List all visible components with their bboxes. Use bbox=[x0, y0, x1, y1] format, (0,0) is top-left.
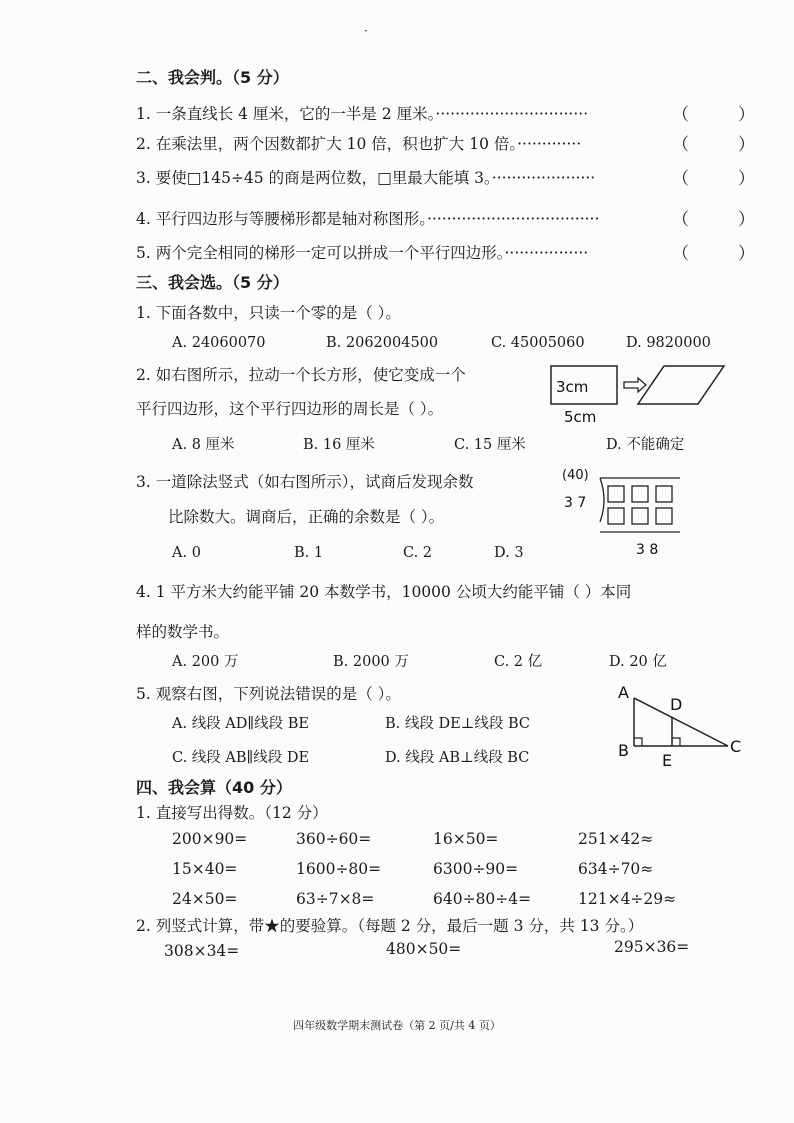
choice-q2-option-a: A. 8 厘米 bbox=[172, 437, 235, 453]
top-mark: · bbox=[364, 24, 368, 38]
division-result-label: 3 8 bbox=[636, 542, 659, 558]
arrow-right-icon bbox=[624, 378, 646, 392]
judge-item-2: 2. 在乘法里，两个因数都扩大 10 倍，积也扩大 10 倍。············· bbox=[136, 135, 582, 153]
judge-item-1: 1. 一条直线长 4 厘米，它的一半是 2 厘米。······························· bbox=[136, 105, 589, 123]
vertical-calc-item-2: 480×50= bbox=[386, 940, 462, 958]
answer-paren-close-5: ） bbox=[738, 244, 755, 264]
choice-q4-line2: 样的数学书。 bbox=[136, 623, 230, 641]
choice-q3-option-b: B. 1 bbox=[294, 545, 324, 561]
choice-q2-option-b: B. 16 厘米 bbox=[303, 437, 375, 453]
digit-box bbox=[632, 486, 648, 502]
choice-q4-option-d: D. 20 亿 bbox=[609, 654, 667, 670]
fig-bottom-label: 5cm bbox=[564, 408, 597, 426]
choice-q3-line1: 3. 一道除法竖式（如右图所示），试商后发现余数 bbox=[136, 473, 474, 491]
calc-item: 360÷60= bbox=[296, 830, 372, 848]
division-divisor-label: 3 7 bbox=[564, 495, 587, 511]
choice-q4-option-c: C. 2 亿 bbox=[494, 654, 543, 670]
choice-q3-option-c: C. 2 bbox=[403, 545, 433, 561]
choice-q4-line1: 4. 1 平方米大约能平铺 20 本数学书，10000 公顷大约能平铺（ ）本同 bbox=[136, 583, 632, 601]
answer-paren-open-2: （ bbox=[672, 135, 689, 155]
answer-paren-open-4: （ bbox=[672, 210, 689, 230]
calc-q2-title: 2. 列竖式计算，带★的要验算。（每题 2 分，最后一题 3 分，共 13 分。） bbox=[136, 917, 644, 935]
point-label-e: E bbox=[662, 751, 673, 770]
calc-item: 200×90= bbox=[172, 830, 248, 848]
vertical-calc-item-1: 308×34= bbox=[164, 942, 240, 960]
division-bracket bbox=[600, 478, 604, 522]
triangle-figure bbox=[612, 678, 762, 770]
page-footer: 四年级数学期末测试卷（第 2 页/共 4 页） bbox=[293, 1019, 501, 1032]
choice-q5-option-b: B. 线段 DE⊥线段 BC bbox=[385, 716, 530, 732]
calc-item: 15×40= bbox=[172, 860, 238, 878]
calc-item: 6300÷90= bbox=[433, 860, 519, 878]
choice-q1-stem: 1. 下面各数中，只读一个零的是（ ）。 bbox=[136, 304, 401, 322]
answer-paren-close-2: ） bbox=[738, 135, 755, 155]
digit-box bbox=[608, 486, 624, 502]
calc-item: 16×50= bbox=[433, 830, 499, 848]
rectangle-to-parallelogram-figure bbox=[548, 362, 728, 430]
digit-box bbox=[608, 508, 624, 524]
judge-item-3: 3. 要使□145÷45 的商是两位数，□里最大能填 3。····················· bbox=[136, 169, 596, 187]
answer-paren-open-5: （ bbox=[672, 244, 689, 264]
answer-paren-close-4: ） bbox=[738, 210, 755, 230]
choice-q1-option-b: B. 2062004500 bbox=[326, 335, 439, 351]
choice-q4-option-a: A. 200 万 bbox=[172, 654, 239, 670]
fig-side-label: 3cm bbox=[556, 378, 589, 396]
choice-q1-option-a: A. 24060070 bbox=[172, 335, 266, 351]
choice-q2-line1: 2. 如右图所示，拉动一个长方形，使它变成一个 bbox=[136, 366, 466, 384]
section4-title: 四、我会算（40 分） bbox=[136, 778, 292, 797]
choice-q5-option-d: D. 线段 AB⊥线段 BC bbox=[385, 750, 530, 766]
choice-q4-option-b: B. 2000 万 bbox=[333, 654, 409, 670]
section2-title: 二、我会判。（5 分） bbox=[136, 68, 289, 87]
choice-q5-stem: 5. 观察右图，下列说法错误的是（ ）。 bbox=[136, 685, 401, 703]
judge-item-4: 4. 平行四边形与等腰梯形都是轴对称图形。··································· bbox=[136, 210, 600, 228]
point-label-d: D bbox=[670, 695, 683, 714]
point-label-c: C bbox=[730, 737, 742, 756]
choice-q3-line2: 比除数大。调商后，正确的余数是（ ）。 bbox=[168, 508, 445, 526]
choice-q2-option-d: D. 不能确定 bbox=[606, 437, 685, 453]
digit-box bbox=[656, 486, 672, 502]
long-division-figure bbox=[560, 464, 690, 562]
calc-item: 251×42≈ bbox=[578, 830, 654, 848]
calc-item: 63÷7×8= bbox=[296, 890, 375, 908]
parallelogram-shape bbox=[638, 366, 724, 404]
choice-q5-option-a: A. 线段 AD∥线段 BE bbox=[172, 716, 309, 732]
choice-q2-option-c: C. 15 厘米 bbox=[454, 437, 526, 453]
choice-q1-option-d: D. 9820000 bbox=[626, 335, 711, 351]
calc-item: 24×50= bbox=[172, 890, 238, 908]
right-angle-mark-b bbox=[634, 738, 642, 746]
answer-paren-open-1: （ bbox=[672, 105, 689, 125]
calc-item: 634÷70≈ bbox=[578, 860, 654, 878]
choice-q2-line2: 平行四边形，这个平行四边形的周长是（ ）。 bbox=[136, 400, 444, 418]
choice-q5-option-c: C. 线段 AB∥线段 DE bbox=[172, 750, 310, 766]
point-label-a: A bbox=[618, 683, 629, 702]
point-label-b: B bbox=[618, 741, 629, 760]
calc-item: 640÷80÷4= bbox=[433, 890, 532, 908]
division-hint-label: (40) bbox=[562, 468, 589, 483]
choice-q3-option-d: D. 3 bbox=[494, 545, 524, 561]
judge-item-5: 5. 两个完全相同的梯形一定可以拼成一个平行四边形。················· bbox=[136, 244, 589, 262]
calc-item: 121×4÷29≈ bbox=[578, 890, 677, 908]
calc-item: 1600÷80= bbox=[296, 860, 382, 878]
choice-q3-option-a: A. 0 bbox=[172, 545, 201, 561]
section3-title: 三、我会选。（5 分） bbox=[136, 273, 289, 292]
calc-q1-title: 1. 直接写出得数。（12 分） bbox=[136, 804, 328, 822]
answer-paren-open-3: （ bbox=[672, 169, 689, 189]
vertical-calc-item-3: 295×36= bbox=[614, 938, 690, 956]
right-angle-mark-e bbox=[672, 738, 680, 746]
answer-paren-close-3: ） bbox=[738, 169, 755, 189]
answer-paren-close-1: ） bbox=[738, 105, 755, 125]
digit-box bbox=[632, 508, 648, 524]
digit-box bbox=[656, 508, 672, 524]
choice-q1-option-c: C. 45005060 bbox=[491, 335, 585, 351]
